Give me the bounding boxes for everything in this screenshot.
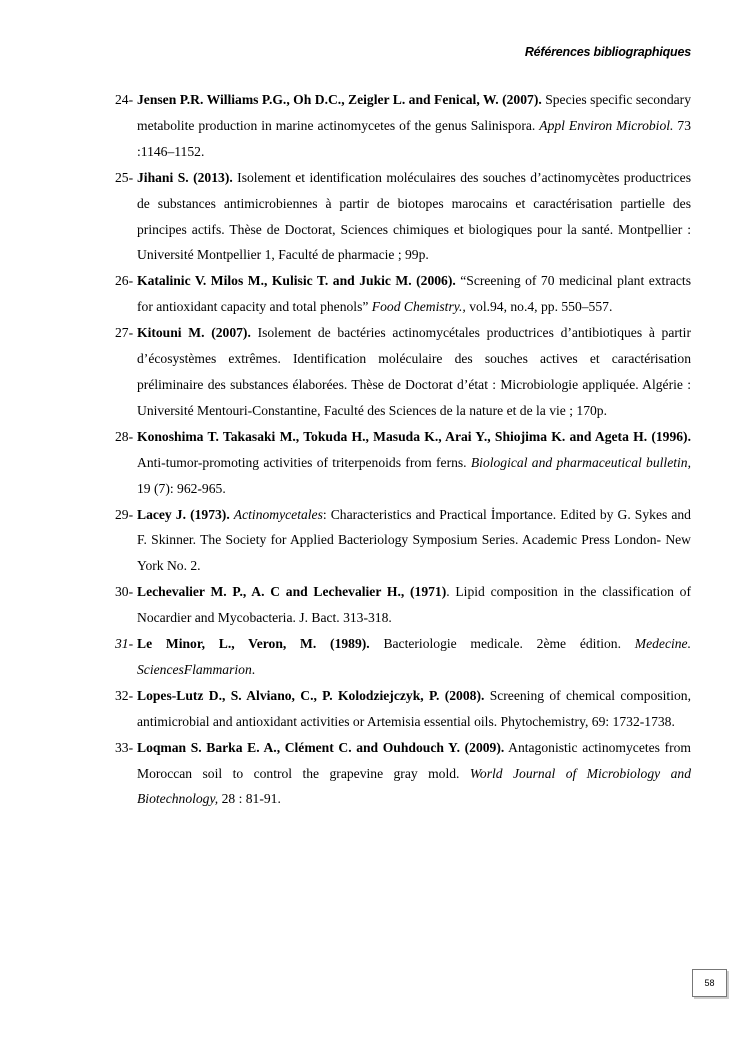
reference-item	[115, 165, 691, 269]
reference-number: 24-	[115, 92, 134, 107]
reference-item	[115, 87, 691, 165]
reference-author: Konoshima T. Takasaki M., Tokuda H., Masuda K., Arai Y., Shiojima K. and Ageta H. (1996).	[137, 428, 691, 444]
reference-text: “Screening of 70 medicinal plant extracts for antioxidant capacity and total phenols”	[137, 273, 691, 315]
reference-number: 29-	[115, 506, 134, 522]
reference-item	[115, 683, 691, 735]
reference-author: Kitouni M. (2007).	[137, 325, 251, 341]
reference-author: Jensen P.R. Williams P.G., Oh D.C., Zeigler L. and Fenical, W. (2007).	[137, 92, 542, 107]
reference-text: Species specific secondary metabolite production in marine actinomycetes of the genus Salinispora.	[137, 92, 691, 133]
reference-item	[115, 268, 691, 320]
reference-text: Isolement de bactéries actinomycétales productrices d’antibiotiques à partir d’écosystèmes extrêmes. Identification moléculaire des souches actives et caractérisation préliminaire des substances élaborées. Thèse de Doctorat d’état : Microbiologie appliquée. Algérie : Université Mentouri-Constantine, Faculté des Sciences de la nature et de la vie ; 170p.	[137, 325, 691, 418]
reference-text: Screening of chemical composition, antimicrobial and antioxidant activities or Artemisia essential oils. Phytochemistry, 69: 1732-1738.	[137, 687, 691, 729]
reference-item	[115, 424, 691, 502]
reference-list	[115, 87, 691, 812]
reference-journal: Food Chemistry.,	[371, 299, 466, 315]
reference-text: 28 : 81-91.	[218, 791, 281, 807]
reference-number: 33-	[115, 739, 134, 755]
reference-number: 26-	[115, 273, 134, 289]
reference-author: Lacey J. (1973).	[137, 506, 230, 522]
reference-author: Le Minor, L., Veron, M. (1989).	[137, 636, 370, 652]
reference-text: Antagonistic actinomycetes from Moroccan soil to control the grapevine gray mold.	[137, 739, 691, 781]
reference-text: : Characteristics and Practical İmportance. Edited by G. Sykes and F. Skinner. The Society for Applied Bacteriology Symposium Series. Academic Press London- New York No. 2.	[137, 506, 691, 574]
reference-author: Lechevalier M. P., A. C and Lechevalier H., (1971)	[137, 584, 447, 600]
reference-item	[115, 735, 691, 813]
reference-text: Anti-tumor-promoting activities of triterpenoids from ferns.	[137, 454, 471, 470]
reference-journal: Actinomycetales	[233, 506, 323, 522]
reference-item	[115, 579, 691, 631]
reference-item	[115, 631, 691, 683]
reference-journal: Appl Environ Microbiol.	[539, 117, 674, 133]
reference-number: 31-	[115, 636, 134, 652]
reference-number: 25-	[115, 169, 134, 185]
reference-text: , 19 (7): 962-965.	[137, 454, 691, 496]
reference-journal: World Journal of Microbiology and Biotechnology,	[137, 765, 691, 807]
reference-item	[115, 320, 691, 424]
reference-text: .	[251, 661, 256, 677]
reference-journal: Biological and pharmaceutical bulletin	[470, 454, 688, 470]
reference-author: Katalinic V. Milos M., Kulisic T. and Jukic M. (2006).	[137, 273, 456, 289]
reference-author: Lopes-Lutz D., S. Alviano, C., P. Kolodziejczyk, P. (2008).	[137, 687, 485, 703]
reference-author: Loqman S. Barka E. A., Clément C. and Ouhdouch Y. (2009).	[137, 739, 505, 755]
reference-number: 27-	[115, 325, 134, 341]
reference-text: Bacteriologie medicale. 2ème édition.	[369, 636, 635, 652]
reference-item	[115, 502, 691, 580]
reference-text: vol.94, no.4, pp. 550–557.	[465, 299, 613, 315]
reference-author: Jihani S. (2013).	[137, 169, 233, 185]
reference-number: 30-	[115, 584, 134, 600]
reference-number: 28-	[115, 428, 134, 444]
reference-number: 32-	[115, 687, 134, 703]
reference-journal: Medecine. SciencesFlammarion	[137, 636, 691, 677]
page-header: Références bibliographiques	[524, 45, 691, 59]
reference-text: . Lipid composition in the classification of Nocardier and Mycobacteria. J. Bact. 313-318.	[137, 584, 691, 626]
reference-text: 73 :1146–1152.	[137, 117, 691, 159]
reference-text: Isolement et identification moléculaires des souches d’actinomycètes productrices de substances antimicrobiennes à partir de biotopes marocains et caractérisation partielle des principes actifs. Thèse de Doctorat, Sciences chimiques et biologiques pour la santé. Montpellier : Université Montpellier 1, Faculté de pharmacie ; 99p.	[137, 169, 691, 263]
page-number: 58	[692, 969, 727, 997]
